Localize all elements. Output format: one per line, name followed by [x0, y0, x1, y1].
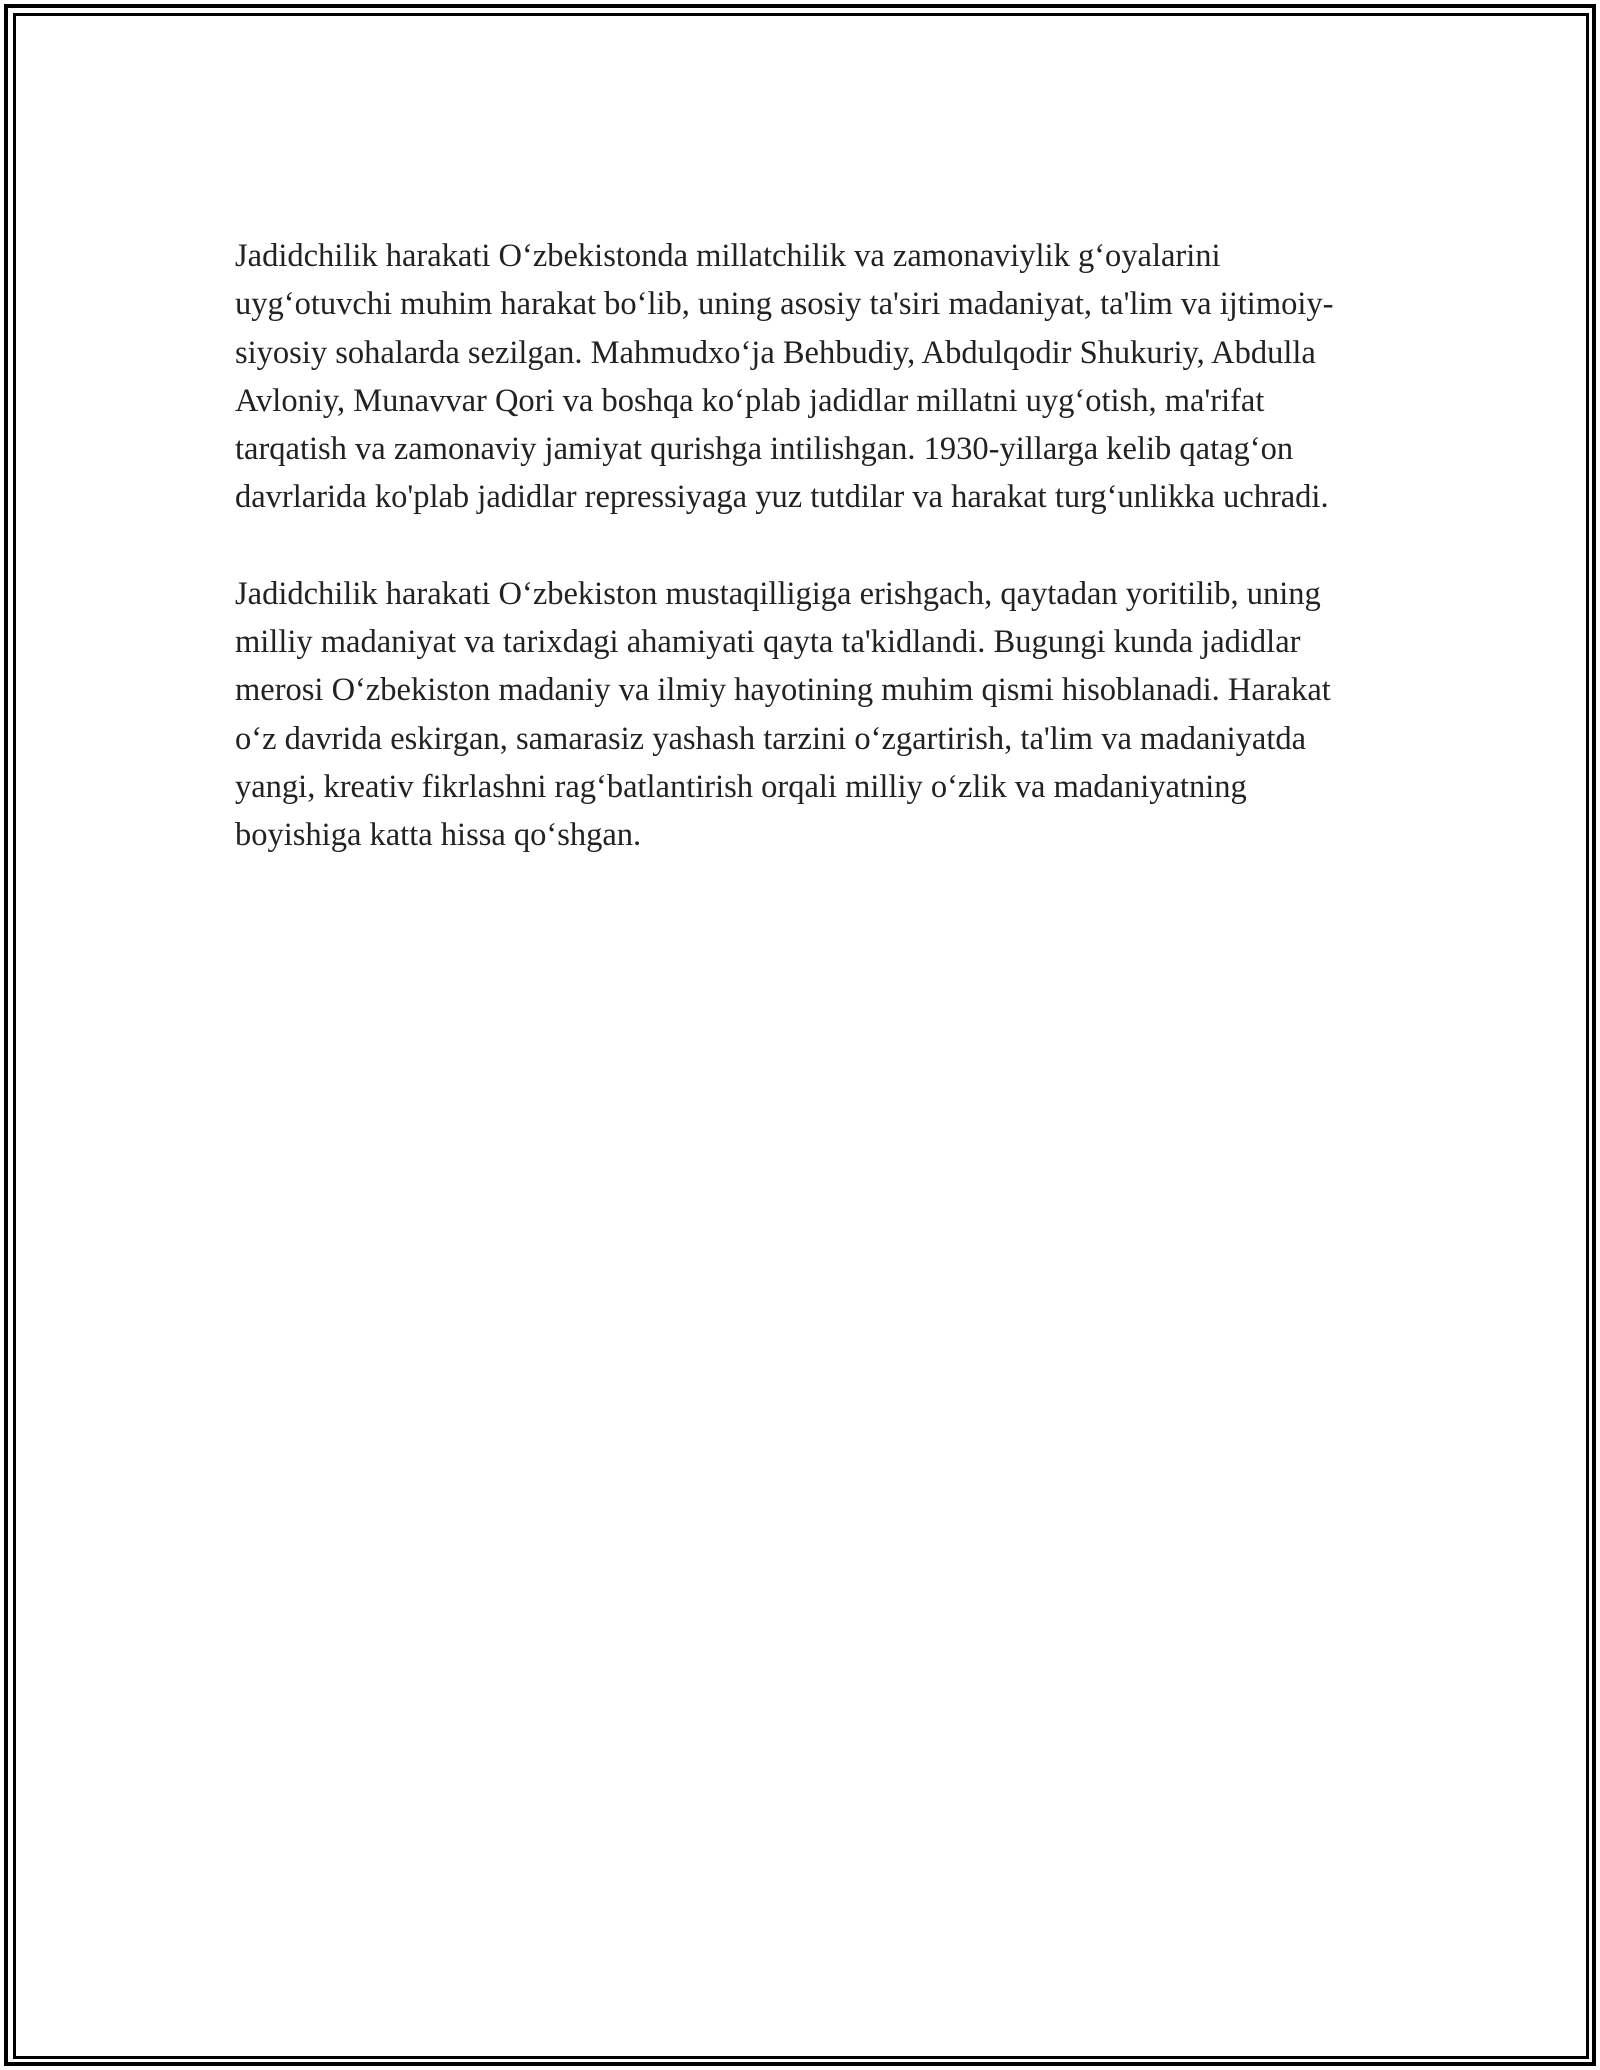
document-body [235, 232, 1365, 860]
paragraph-2: Jadidchilik harakati O‘zbekiston mustaqilligiga erishgach, qaytadan yoritilib, uning milliy madaniyat va tarixdagi ahamiyati qayta ta'kidlandi. Bugungi kunda jadidlar merosi O‘zbekiston madaniy va ilmiy hayotining muhim qismi hisoblanadi. Harakat o‘z davrida eskirgan, samarasiz yashash tarzini o‘zgartirish, ta'lim va madaniyatda yangi, kreativ fikrlashni rag‘batlantirish orqali milliy o‘zlik va madaniyatning boyishiga katta hissa qo‘shgan. [235, 575, 1331, 854]
paragraph-1: Jadidchilik harakati O‘zbekistonda millatchilik va zamonaviylik g‘oyalarini uyg‘otuvchi muhim harakat bo‘lib, uning asosiy ta'siri madaniyat, ta'lim va ijtimoiy-siyosiy sohalarda sezilgan. Mahmudxo‘ja Behbudiy, Abdulqodir Shukuriy, Abdulla Avloniy, Munavvar Qori va boshqa ko‘plab jadidlar millatni uyg‘otish, ma'rifat tarqatish va zamonaviy jamiyat qurishga intilishgan. 1930-yillarga kelib qatag‘on davrlarida ko'plab jadidlar repressiyaga yuz tutdilar va harakat turg‘unlikka uchradi. [235, 238, 1334, 516]
